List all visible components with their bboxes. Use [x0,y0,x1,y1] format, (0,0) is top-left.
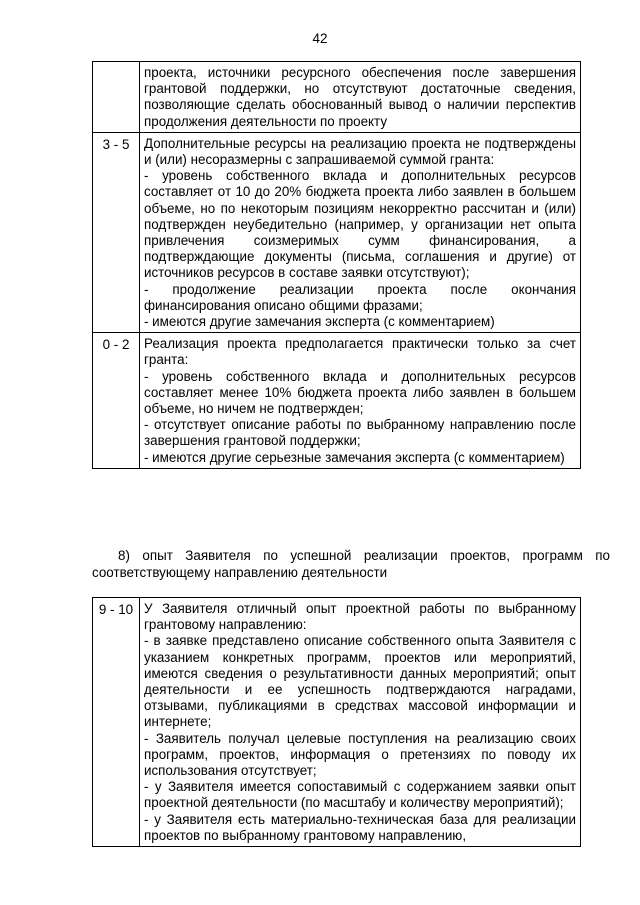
description-line: Реализация проекта предполагается практически только за счет гранта: [144,336,576,368]
description-line: - в заявке представлено описание собственного опыта Заявителя с указанием конкретных программ, проектов или мероприятий, имеются сведения о результативности данных мероприятий; опыт деятельности и ее успешность подтверждаются наградами, отзывами, публикациями в средствах массовой информации и интернете; [144,633,576,730]
description-line: - уровень собственного вклада и дополнительных ресурсов составляет от 10 до 20% бюджета проекта либо заявлен в большем объеме, но по некоторым позициям некорректно рассчитан и (или) подтвержден неубедительно (например, у организации нет опыта привлечения соизмеримых сумм финансирования, а подтверждающие документы (письма, соглашения и другие) от источников ресурсов в составе заявки отсутствуют); [144,168,576,281]
description-line: У Заявителя отличный опыт проектной работы по выбранному грантовому направлению: [144,601,576,633]
criteria-table-experience [92,597,581,847]
score-cell: 9 - 10 [93,598,140,847]
description-line: - имеются другие замечания эксперта (с комментарием) [144,314,495,330]
criterion-8-heading: 8) опыт Заявителя по успешной реализации проектов, программ по соответствующему направлению деятельности [92,548,610,580]
score-cell: 0 - 2 [93,333,140,469]
description-line: - имеются другие серьезные замечания эксперта (с комментарием) [144,449,565,465]
score-cell: 3 - 5 [93,132,140,332]
description-line: - Заявитель получал целевые поступления на реализацию своих программ, проектов, информация о претензиях по поводу их использования отсутствует; [144,730,576,779]
score-cell [93,62,140,133]
table-row [93,132,581,332]
page-number: 42 [312,31,328,46]
description-line: - уровень собственного вклада и дополнительных ресурсов составляет менее 10% бюджета проекта либо заявлен в большем объеме, но ничем не подтвержден; [144,368,576,417]
table-row [93,333,581,469]
description-cell [140,132,581,332]
description-line: - отсутствует описание работы по выбранному направлению после завершения грантовой поддержки; [144,417,576,449]
description-line: - у Заявителя имеется сопоставимый с содержанием заявки опыт проектной деятельности (по масштабу и количеству мероприятий); [144,779,576,811]
table-row [93,598,581,847]
description-cell [140,598,581,847]
description-cell [140,62,581,133]
description-cell [140,333,581,469]
description-line: - у Заявителя есть материально-техническая база для реализации проектов по выбранному грантовому направлению, [144,811,576,843]
table-row [93,62,581,133]
description-line: Дополнительные ресурсы на реализацию проекта не подтверждены и (или) несоразмерны с запрашиваемой суммой гранта: [144,135,576,168]
description-line: - продолжение реализации проекта после окончания финансирования описано общими фразами; [144,281,576,313]
criteria-table-continued [92,61,581,469]
description-line: проекта, источники ресурсного обеспечения после завершения грантовой поддержки, но отсутствуют достаточные сведения, позволяющие сделать обоснованный вывод о наличии перспектив продолжения деятельности по проекту [144,65,576,129]
